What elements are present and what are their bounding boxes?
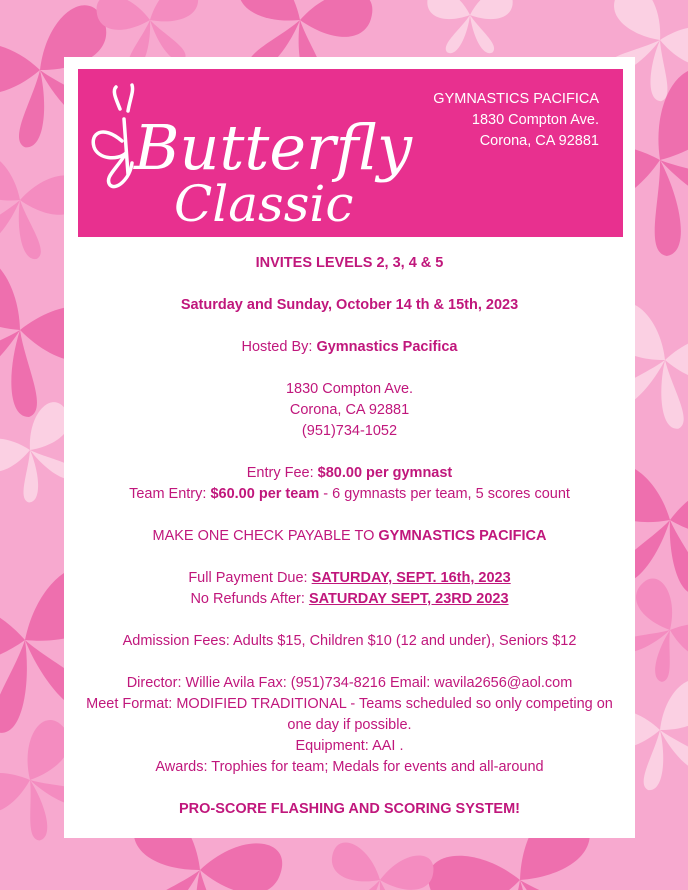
payment-due-value: SATURDAY, SEPT. 16th, 2023 — [311, 570, 511, 586]
invite-levels: INVITES LEVELS 2, 3, 4 & 5 — [255, 255, 444, 271]
header-city: Corona, CA 92881 — [479, 133, 599, 149]
admission-fees: Admission Fees: Adults $15, Children $10 (12 and under), Seniors $12 — [122, 633, 577, 649]
butterfly-classic-logo — [82, 79, 413, 234]
flyer-card — [64, 57, 635, 838]
header-street: 1830 Compton Ave. — [471, 112, 599, 128]
entry-fee-label: Entry Fee: — [246, 465, 318, 481]
header-org-name: GYMNASTICS PACIFICA — [433, 91, 599, 107]
team-entry-label: Team Entry: — [129, 486, 211, 502]
team-entry — [64, 484, 635, 505]
flyer-content — [64, 253, 635, 820]
no-refunds — [64, 589, 635, 610]
director-contact: Director: Willie Avila Fax: (951)734-8216 Email: wavila2656@aol.com — [126, 675, 573, 691]
awards: Awards: Trophies for team; Medals for events and all-around — [155, 759, 544, 775]
address-street: 1830 Compton Ave. — [285, 381, 414, 397]
scoring-system: PRO-SCORE FLASHING AND SCORING SYSTEM! — [178, 801, 521, 817]
entry-fee — [64, 463, 635, 484]
logo-title-line2: Classic — [174, 175, 354, 233]
hosted-by-label: Hosted By: — [241, 339, 317, 355]
address-city: Corona, CA 92881 — [289, 402, 410, 418]
check-label: MAKE ONE CHECK PAYABLE TO — [152, 528, 379, 544]
logo-title-line1: Butterfly — [134, 111, 413, 184]
payment-due-label: Full Payment Due: — [188, 570, 312, 586]
meet-format-line2: one day if possible. — [287, 717, 412, 733]
meet-format-line1: Meet Format: MODIFIED TRADITIONAL - Teams scheduled so only competing on — [86, 696, 613, 712]
entry-fee-value: $80.00 per gymnast — [317, 465, 453, 481]
hosted-by-value: Gymnastics Pacifica — [316, 339, 458, 355]
header-banner — [78, 69, 623, 237]
check-value: GYMNASTICS PACIFICA — [378, 528, 547, 544]
address-phone: (951)734-1052 — [301, 423, 398, 439]
hosted-by — [64, 337, 635, 358]
no-refunds-value: SATURDAY SEPT, 23RD 2023 — [308, 591, 509, 607]
team-entry-value: $60.00 per team — [210, 486, 320, 502]
equipment: Equipment: AAI . — [295, 738, 404, 754]
team-entry-note: - 6 gymnasts per team, 5 scores count — [319, 486, 570, 502]
payment-due — [64, 568, 635, 589]
no-refunds-label: No Refunds After: — [190, 591, 309, 607]
meet-dates: Saturday and Sunday, October 14 th & 15th, 2023 — [180, 297, 519, 313]
check-payable — [64, 526, 635, 547]
header-address — [433, 89, 599, 152]
